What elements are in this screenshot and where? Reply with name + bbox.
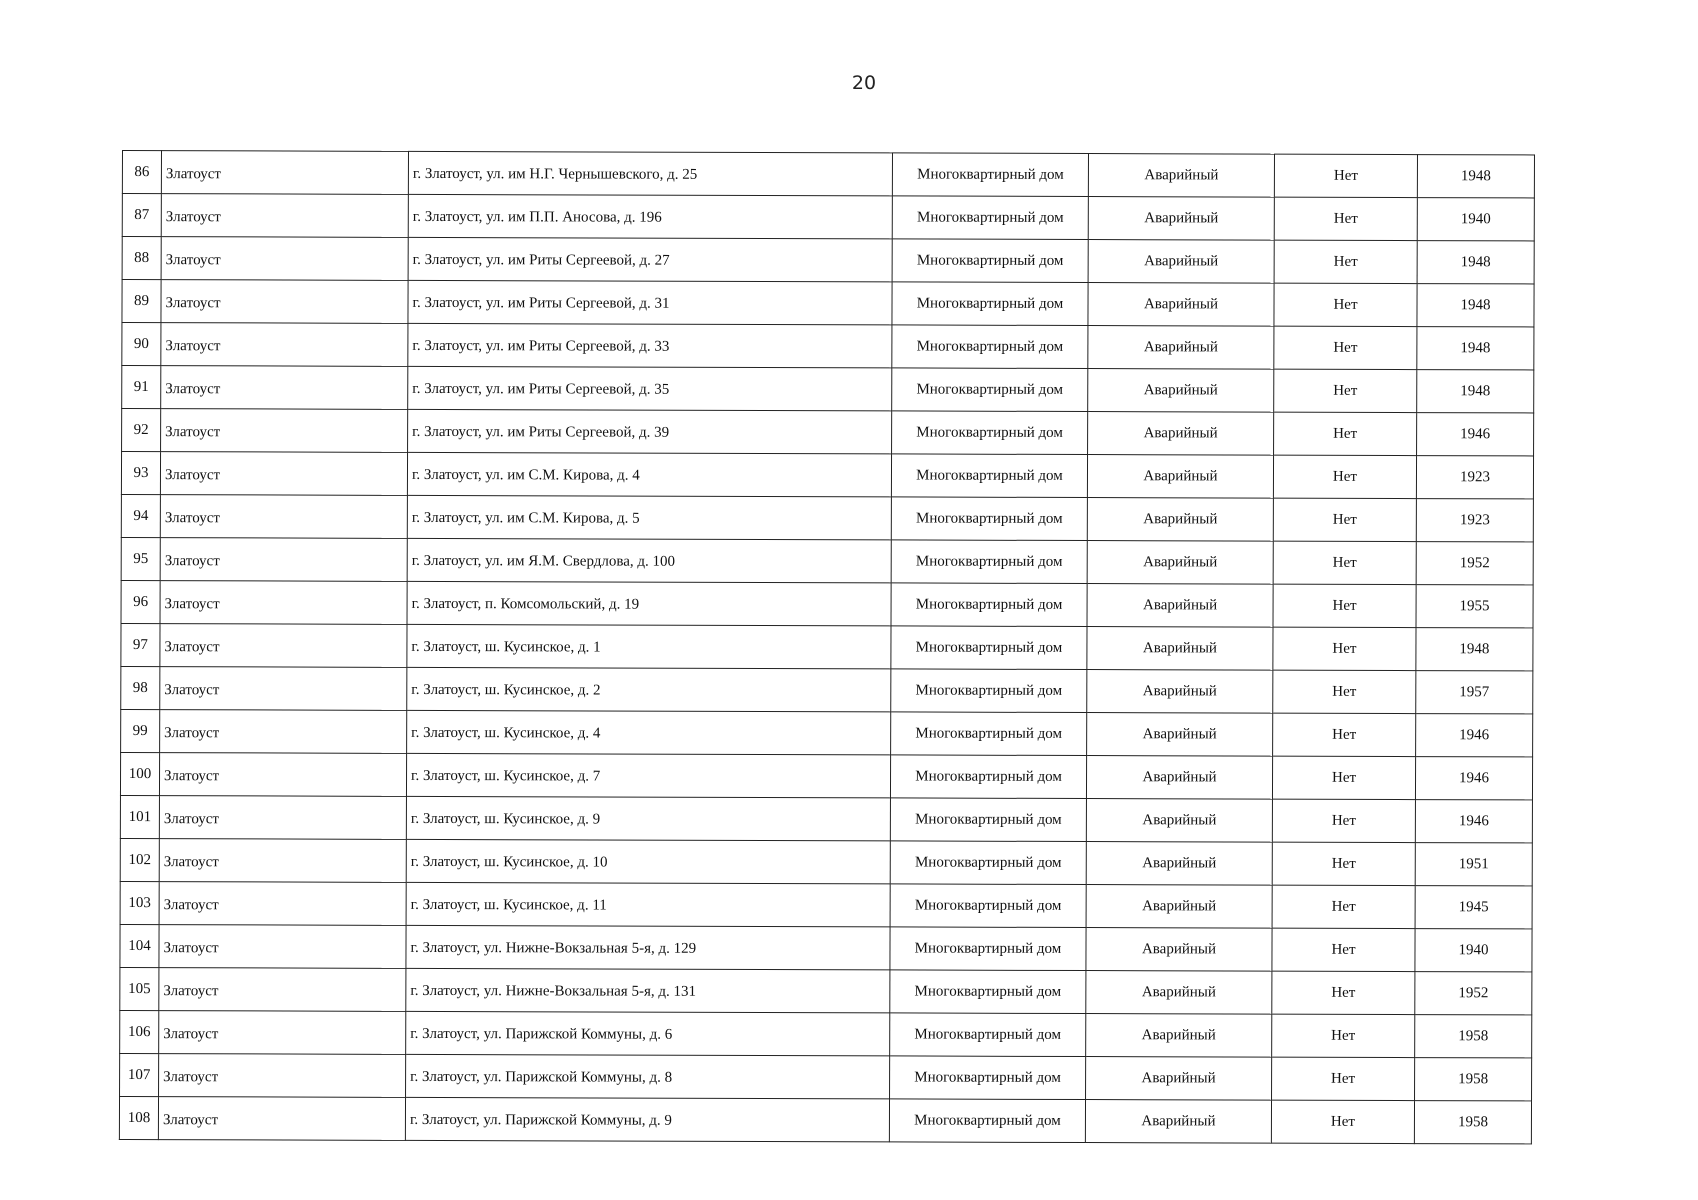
condition-cell: Аварийный [1087,627,1273,671]
city-cell: Златоуст [158,1097,405,1141]
flag-cell: Нет [1272,842,1415,885]
condition-cell: Аварийный [1088,326,1274,370]
year-cell: 1948 [1417,241,1534,284]
address-cell: г. Златоуст, ул. Нижне-Вокзальная 5-я, д. 131 [406,968,890,1013]
condition-cell: Аварийный [1088,369,1274,413]
building-type-cell: Многоквартирный дом [890,884,1086,928]
city-cell: Златоуст [161,194,408,238]
year-cell: 1958 [1414,1101,1531,1144]
flag-cell: Нет [1273,584,1416,627]
address-cell: г. Златоуст, ул. им С.М. Кирова, д. 4 [407,452,891,497]
table-row [122,194,1534,241]
row-number: 106 [120,1010,159,1053]
city-cell: Златоуст [159,882,406,926]
year-cell: 1946 [1417,413,1534,456]
page-number: 20 [851,72,877,94]
condition-cell: Аварийный [1088,283,1274,327]
table-row [121,709,1533,756]
address-cell: г. Златоуст, ул. им П.П. Аносова, д. 196 [408,194,892,239]
row-number: 89 [122,280,161,323]
building-type-cell: Многоквартирный дом [889,1099,1085,1143]
address-cell: г. Златоуст, ш. Кусинское, д. 4 [407,710,891,755]
flag-cell: Нет [1274,326,1417,369]
row-number: 87 [122,194,161,237]
address-cell: г. Златоуст, ул. Нижне-Вокзальная 5-я, д. 129 [406,925,890,970]
city-cell: Златоуст [160,624,407,668]
building-type-cell: Многоквартирный дом [890,927,1086,971]
row-number: 100 [120,752,159,795]
condition-cell: Аварийный [1086,756,1272,800]
row-number: 96 [121,580,160,623]
year-cell: 1946 [1416,714,1533,757]
building-type-cell: Многоквартирный дом [892,153,1088,197]
row-number: 101 [120,795,159,838]
address-cell: г. Златоуст, ш. Кусинское, д. 1 [407,624,891,669]
city-cell: Златоуст [159,839,406,883]
flag-cell: Нет [1273,541,1416,584]
table-row [121,666,1533,713]
table-row [121,623,1533,670]
row-number: 105 [120,967,159,1010]
row-number: 95 [121,537,160,580]
building-type-cell: Многоквартирный дом [890,1013,1086,1057]
building-type-cell: Многоквартирный дом [891,497,1087,541]
table-row [122,151,1534,198]
table-row [122,409,1534,456]
address-cell: г. Златоуст, ул. им Риты Сергеевой, д. 39 [408,409,892,454]
condition-cell: Аварийный [1088,197,1274,241]
city-cell: Златоуст [160,538,407,582]
building-type-cell: Многоквартирный дом [890,970,1086,1014]
city-cell: Златоуст [161,323,408,367]
flag-cell: Нет [1274,412,1417,455]
table-row [121,537,1533,584]
row-number: 104 [120,924,159,967]
condition-cell: Аварийный [1086,842,1272,886]
building-type-cell: Многоквартирный дом [892,282,1088,326]
table-row [121,494,1533,541]
city-cell: Златоуст [161,151,408,195]
address-cell: г. Златоуст, ш. Кусинское, д. 2 [407,667,891,712]
table-row [122,366,1534,413]
condition-cell: Аварийный [1085,1100,1271,1144]
row-number: 88 [122,237,161,280]
row-number: 98 [121,666,160,709]
building-type-cell: Многоквартирный дом [890,798,1086,842]
city-cell: Златоуст [159,753,406,797]
building-type-cell: Многоквартирный дом [892,368,1088,412]
city-cell: Златоуст [160,495,407,539]
year-cell: 1946 [1415,757,1532,800]
year-cell: 1948 [1417,284,1534,327]
row-number: 99 [121,709,160,752]
flag-cell: Нет [1272,1057,1415,1100]
flag-cell: Нет [1272,799,1415,842]
table-body [119,151,1534,1144]
row-number: 86 [122,151,161,194]
row-number: 91 [122,366,161,409]
year-cell: 1945 [1415,886,1532,929]
flag-cell: Нет [1272,1014,1415,1057]
city-cell: Златоуст [160,667,407,711]
table-row [120,838,1532,885]
address-cell: г. Златоуст, ул. Парижской Коммуны, д. 8 [406,1054,890,1099]
table-row [120,967,1532,1014]
flag-cell: Нет [1271,1100,1414,1143]
condition-cell: Аварийный [1087,670,1273,714]
building-type-cell: Многоквартирный дом [892,239,1088,283]
table-row [121,452,1533,499]
condition-cell: Аварийный [1087,498,1273,542]
condition-cell: Аварийный [1086,1057,1272,1101]
address-cell: г. Златоуст, ш. Кусинское, д. 10 [406,839,890,884]
city-cell: Златоуст [159,968,406,1012]
row-number: 103 [120,881,159,924]
table-row [120,1010,1532,1057]
table-row [119,1096,1531,1143]
year-cell: 1958 [1415,1015,1532,1058]
condition-cell: Аварийный [1088,240,1274,284]
table-row [120,924,1532,971]
table-row [120,1053,1532,1100]
year-cell: 1948 [1416,628,1533,671]
table-row [120,795,1532,842]
row-number: 102 [120,838,159,881]
city-cell: Златоуст [159,1011,406,1055]
year-cell: 1948 [1417,155,1534,198]
flag-cell: Нет [1274,283,1417,326]
address-cell: г. Златоуст, ул. им Риты Сергеевой, д. 35 [408,366,892,411]
row-number: 93 [121,452,160,495]
address-cell: г. Златоуст, ул. Парижской Коммуны, д. 9 [405,1097,889,1142]
flag-cell: Нет [1274,240,1417,283]
building-type-cell: Многоквартирный дом [891,540,1087,584]
housing-table [119,150,1535,1144]
row-number: 97 [121,623,160,666]
year-cell: 1923 [1416,499,1533,542]
condition-cell: Аварийный [1086,799,1272,843]
row-number: 94 [121,494,160,537]
year-cell: 1948 [1417,327,1534,370]
row-number: 108 [119,1096,158,1139]
building-type-cell: Многоквартирный дом [890,755,1086,799]
flag-cell: Нет [1273,627,1416,670]
row-number: 92 [122,409,161,452]
year-cell: 1940 [1417,198,1534,241]
condition-cell: Аварийный [1088,154,1274,198]
building-type-cell: Многоквартирный дом [891,626,1087,670]
row-number: 90 [122,323,161,366]
year-cell: 1948 [1417,370,1534,413]
flag-cell: Нет [1273,670,1416,713]
table-row [122,280,1534,327]
table-row [122,323,1534,370]
address-cell: г. Златоуст, ул. им Н.Г. Чернышевского, д. 25 [408,151,892,196]
city-cell: Златоуст [161,409,408,453]
table-row [121,580,1533,627]
city-cell: Златоуст [160,710,407,754]
address-cell: г. Златоуст, ул. им Риты Сергеевой, д. 27 [408,237,892,282]
condition-cell: Аварийный [1086,1014,1272,1058]
building-type-cell: Многоквартирный дом [890,841,1086,885]
year-cell: 1958 [1415,1058,1532,1101]
condition-cell: Аварийный [1087,541,1273,585]
city-cell: Златоуст [161,237,408,281]
building-type-cell: Многоквартирный дом [892,325,1088,369]
year-cell: 1952 [1416,542,1533,585]
condition-cell: Аварийный [1088,412,1274,456]
year-cell: 1923 [1416,456,1533,499]
address-cell: г. Златоуст, ш. Кусинское, д. 9 [406,796,890,841]
address-cell: г. Златоуст, ш. Кусинское, д. 7 [406,753,890,798]
table-row [120,752,1532,799]
building-type-cell: Многоквартирный дом [891,454,1087,498]
condition-cell: Аварийный [1087,584,1273,628]
city-cell: Златоуст [159,925,406,969]
table-row [120,881,1532,928]
flag-cell: Нет [1272,971,1415,1014]
address-cell: г. Златоуст, ул. им Я.М. Свердлова, д. 100 [407,538,891,583]
building-type-cell: Многоквартирный дом [891,583,1087,627]
condition-cell: Аварийный [1087,713,1273,757]
flag-cell: Нет [1274,154,1417,197]
city-cell: Златоуст [160,452,407,496]
flag-cell: Нет [1272,885,1415,928]
address-cell: г. Златоуст, п. Комсомольский, д. 19 [407,581,891,626]
building-type-cell: Многоквартирный дом [892,411,1088,455]
flag-cell: Нет [1273,498,1416,541]
housing-table-container [119,150,1534,1144]
year-cell: 1951 [1415,843,1532,886]
address-cell: г. Златоуст, ул. им С.М. Кирова, д. 5 [407,495,891,540]
city-cell: Златоуст [160,581,407,625]
condition-cell: Аварийный [1086,885,1272,929]
flag-cell: Нет [1274,369,1417,412]
year-cell: 1940 [1415,929,1532,972]
address-cell: г. Златоуст, ш. Кусинское, д. 11 [406,882,890,927]
flag-cell: Нет [1272,928,1415,971]
city-cell: Златоуст [159,1054,406,1098]
building-type-cell: Многоквартирный дом [892,196,1088,240]
flag-cell: Нет [1273,455,1416,498]
building-type-cell: Многоквартирный дом [891,669,1087,713]
condition-cell: Аварийный [1086,928,1272,972]
address-cell: г. Златоуст, ул. им Риты Сергеевой, д. 33 [408,323,892,368]
condition-cell: Аварийный [1086,971,1272,1015]
year-cell: 1957 [1416,671,1533,714]
flag-cell: Нет [1272,756,1415,799]
flag-cell: Нет [1273,713,1416,756]
city-cell: Златоуст [161,280,408,324]
row-number: 107 [120,1053,159,1096]
building-type-cell: Многоквартирный дом [891,712,1087,756]
table-row [122,237,1534,284]
building-type-cell: Многоквартирный дом [890,1056,1086,1100]
address-cell: г. Златоуст, ул. им Риты Сергеевой, д. 31 [408,280,892,325]
flag-cell: Нет [1274,197,1417,240]
city-cell: Златоуст [159,796,406,840]
address-cell: г. Златоуст, ул. Парижской Коммуны, д. 6 [406,1011,890,1056]
year-cell: 1955 [1416,585,1533,628]
year-cell: 1952 [1415,972,1532,1015]
condition-cell: Аварийный [1087,455,1273,499]
city-cell: Златоуст [161,366,408,410]
year-cell: 1946 [1415,800,1532,843]
